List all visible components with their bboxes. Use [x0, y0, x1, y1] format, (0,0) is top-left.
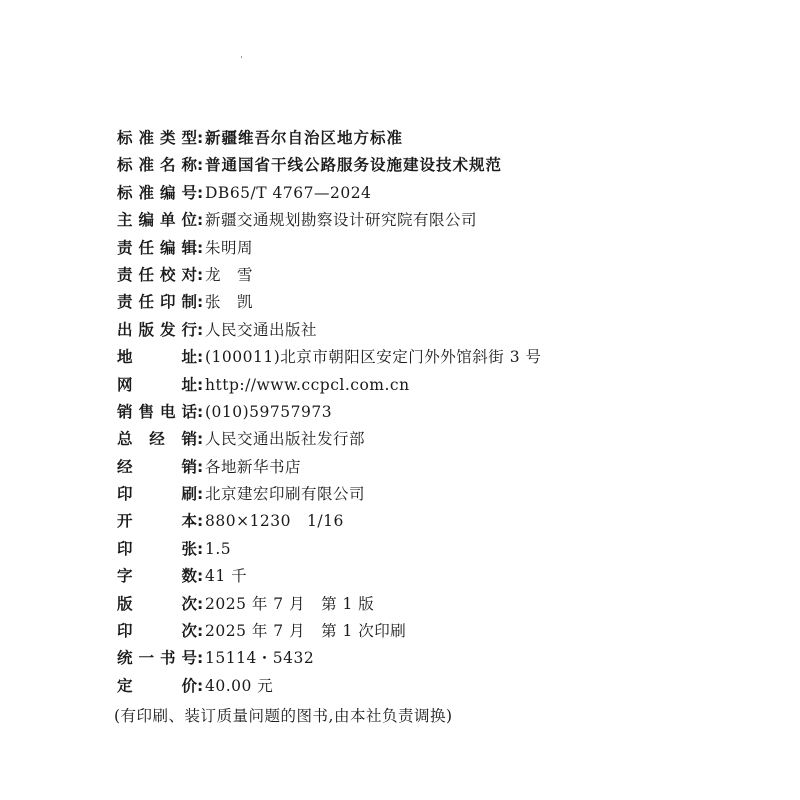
label-word-count: 字 数 — [117, 567, 197, 586]
value-publisher: 人民交通出版社 — [205, 320, 318, 339]
label-price: 定 价 — [117, 676, 197, 695]
label-proofreader: 责任校对 — [117, 265, 197, 284]
value-responsible-editor: 朱明周 — [205, 238, 254, 257]
row-print-manager: 责任印制 : 张 凯 — [117, 289, 777, 316]
value-word-count: 41 千 — [205, 567, 248, 586]
value-print-manager: 张 凯 — [205, 293, 254, 312]
row-standard-number: 标准编号 : DB65/T 4767—2024 — [117, 180, 777, 207]
row-printing: 印 次 : 2025 年 7 月 第 1 次印刷 — [117, 618, 777, 645]
value-printed-sheets: 1.5 — [205, 539, 232, 558]
label-distributor: 经 销 — [117, 457, 197, 476]
row-responsible-editor: 责任编辑 : 朱明周 — [117, 235, 777, 262]
label-address: 地 址 — [117, 348, 197, 367]
value-printing: 2025 年 7 月 第 1 次印刷 — [205, 622, 407, 641]
label-printer: 印 刷 — [117, 485, 197, 504]
scan-mark — [241, 56, 242, 58]
label-standard-type: 标准类型 — [117, 129, 197, 147]
label-standard-name: 标准名称 — [117, 156, 197, 175]
label-printing: 印 次 — [117, 622, 197, 641]
value-standard-name: 普通国省干线公路服务设施建设技术规范 — [205, 156, 503, 175]
row-distributor: 经 销 : 各地新华书店 — [117, 454, 777, 481]
value-standard-type: 新疆维吾尔自治区地方标准 — [205, 129, 404, 147]
value-address: (100011)北京市朝阳区安定门外外馆斜街 3 号 — [205, 348, 542, 367]
label-website: 网 址 — [117, 375, 197, 394]
row-printed-sheets: 印 张 : 1.5 — [117, 536, 777, 563]
row-word-count: 字 数 : 41 千 — [117, 563, 777, 590]
label-standard-number: 标准编号 — [117, 183, 197, 202]
value-format: 880×1230 1/16 — [205, 512, 344, 531]
value-chief-editor-unit: 新疆交通规划勘察设计研究院有限公司 — [205, 211, 478, 230]
row-proofreader: 责任校对 : 龙 雪 — [117, 262, 777, 289]
quality-note: (有印刷、装订质量问题的图书,由本社负责调换) — [114, 707, 453, 726]
label-edition: 版 次 — [117, 594, 197, 613]
value-price: 40.00 元 — [205, 676, 274, 695]
label-printed-sheets: 印 张 — [117, 539, 197, 558]
row-chief-editor-unit: 主编单位 : 新疆交通规划勘察设计研究院有限公司 — [117, 207, 777, 234]
value-printer: 北京建宏印刷有限公司 — [205, 485, 366, 504]
row-website: 网 址 : http://www.ccpcl.com.cn — [117, 372, 777, 399]
row-book-number: 统一书号 : 15114・5432 — [117, 645, 777, 672]
row-format: 开 本 : 880×1230 1/16 — [117, 508, 777, 535]
label-sales-phone: 销售电话 — [117, 402, 197, 421]
row-standard-type: 标准类型 : 新疆维吾尔自治区地方标准 — [117, 125, 777, 152]
row-sales-phone: 销售电话 : (010)59757973 — [117, 399, 777, 426]
label-format: 开 本 — [117, 512, 197, 531]
label-print-manager: 责任印制 — [117, 293, 197, 312]
colophon-page — [114, 125, 777, 726]
row-general-distributor: 总 经 销 : 人民交通出版社发行部 — [117, 426, 777, 453]
value-edition: 2025 年 7 月 第 1 版 — [205, 594, 375, 613]
row-standard-name: 标准名称 : 普通国省干线公路服务设施建设技术规范 — [117, 152, 777, 179]
value-distributor: 各地新华书店 — [205, 457, 302, 476]
value-proofreader: 龙 雪 — [205, 265, 254, 284]
label-book-number: 统一书号 — [117, 649, 197, 668]
row-address: 地 址 : (100011)北京市朝阳区安定门外外馆斜街 3 号 — [117, 344, 777, 371]
value-sales-phone: (010)59757973 — [205, 402, 333, 421]
label-general-distributor: 总 经 销 — [117, 430, 197, 449]
value-book-number: 15114・5432 — [205, 649, 315, 668]
label-responsible-editor: 责任编辑 — [117, 238, 197, 257]
label-publisher: 出版发行 — [117, 320, 197, 339]
row-printer: 印 刷 : 北京建宏印刷有限公司 — [117, 481, 777, 508]
label-chief-editor-unit: 主编单位 — [117, 211, 197, 230]
row-publisher: 出版发行 : 人民交通出版社 — [117, 317, 777, 344]
row-edition: 版 次 : 2025 年 7 月 第 1 版 — [117, 591, 777, 618]
value-standard-number: DB65/T 4767—2024 — [205, 183, 372, 202]
value-general-distributor: 人民交通出版社发行部 — [205, 430, 366, 449]
value-website: http://www.ccpcl.com.cn — [205, 375, 410, 394]
row-price: 定 价 : 40.00 元 — [117, 673, 777, 700]
